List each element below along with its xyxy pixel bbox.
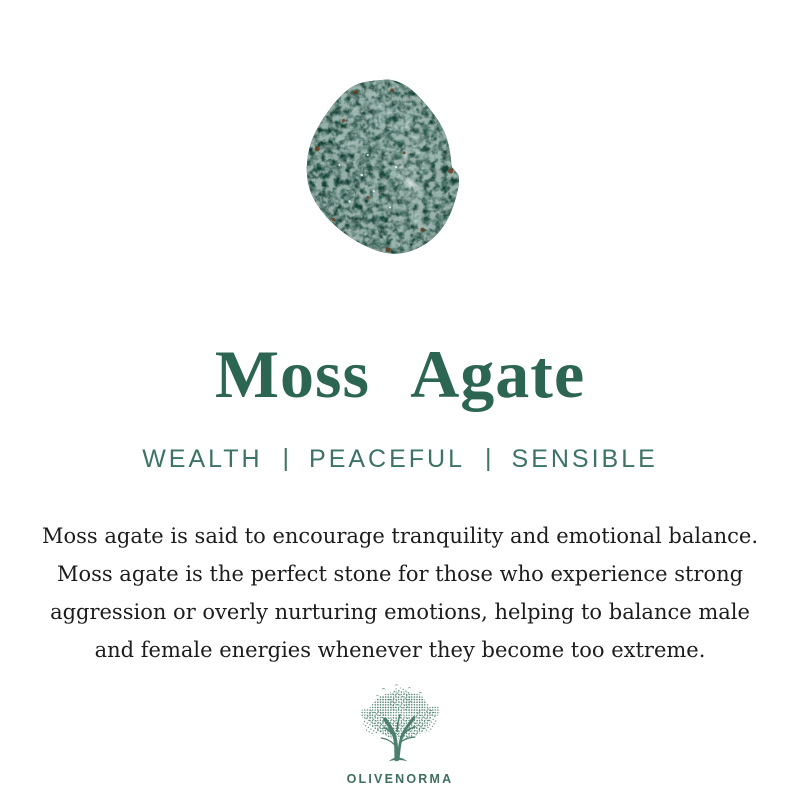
- brand-logo: [0, 683, 800, 786]
- brand-name: OLIVENORMA: [346, 772, 454, 786]
- description-line: Moss agate is said to encourage tranquility and emotional balance.: [41, 524, 759, 548]
- description-line: aggression or overly nurturing emotions, helping to balance male: [50, 600, 750, 624]
- trait-divider: |: [282, 444, 290, 472]
- description-line: Moss agate is the perfect stone for those who experience strong: [56, 562, 744, 586]
- olive-tree-icon: [352, 683, 448, 765]
- description-line: and female energies whenever they become too extreme.: [94, 638, 706, 662]
- trait-label-sensible: SENSIBLE: [511, 445, 658, 473]
- trait-label-peaceful: PEACEFUL: [309, 445, 466, 473]
- moss-agate-stone-icon: [303, 78, 465, 260]
- description-text: [20, 517, 780, 669]
- moss-agate-stone-image: [303, 78, 465, 260]
- traits-row: [0, 444, 800, 474]
- trait-divider: |: [485, 444, 492, 472]
- trait-label-wealth: WEALTH: [142, 445, 263, 473]
- page-title: Moss Agate: [214, 336, 586, 412]
